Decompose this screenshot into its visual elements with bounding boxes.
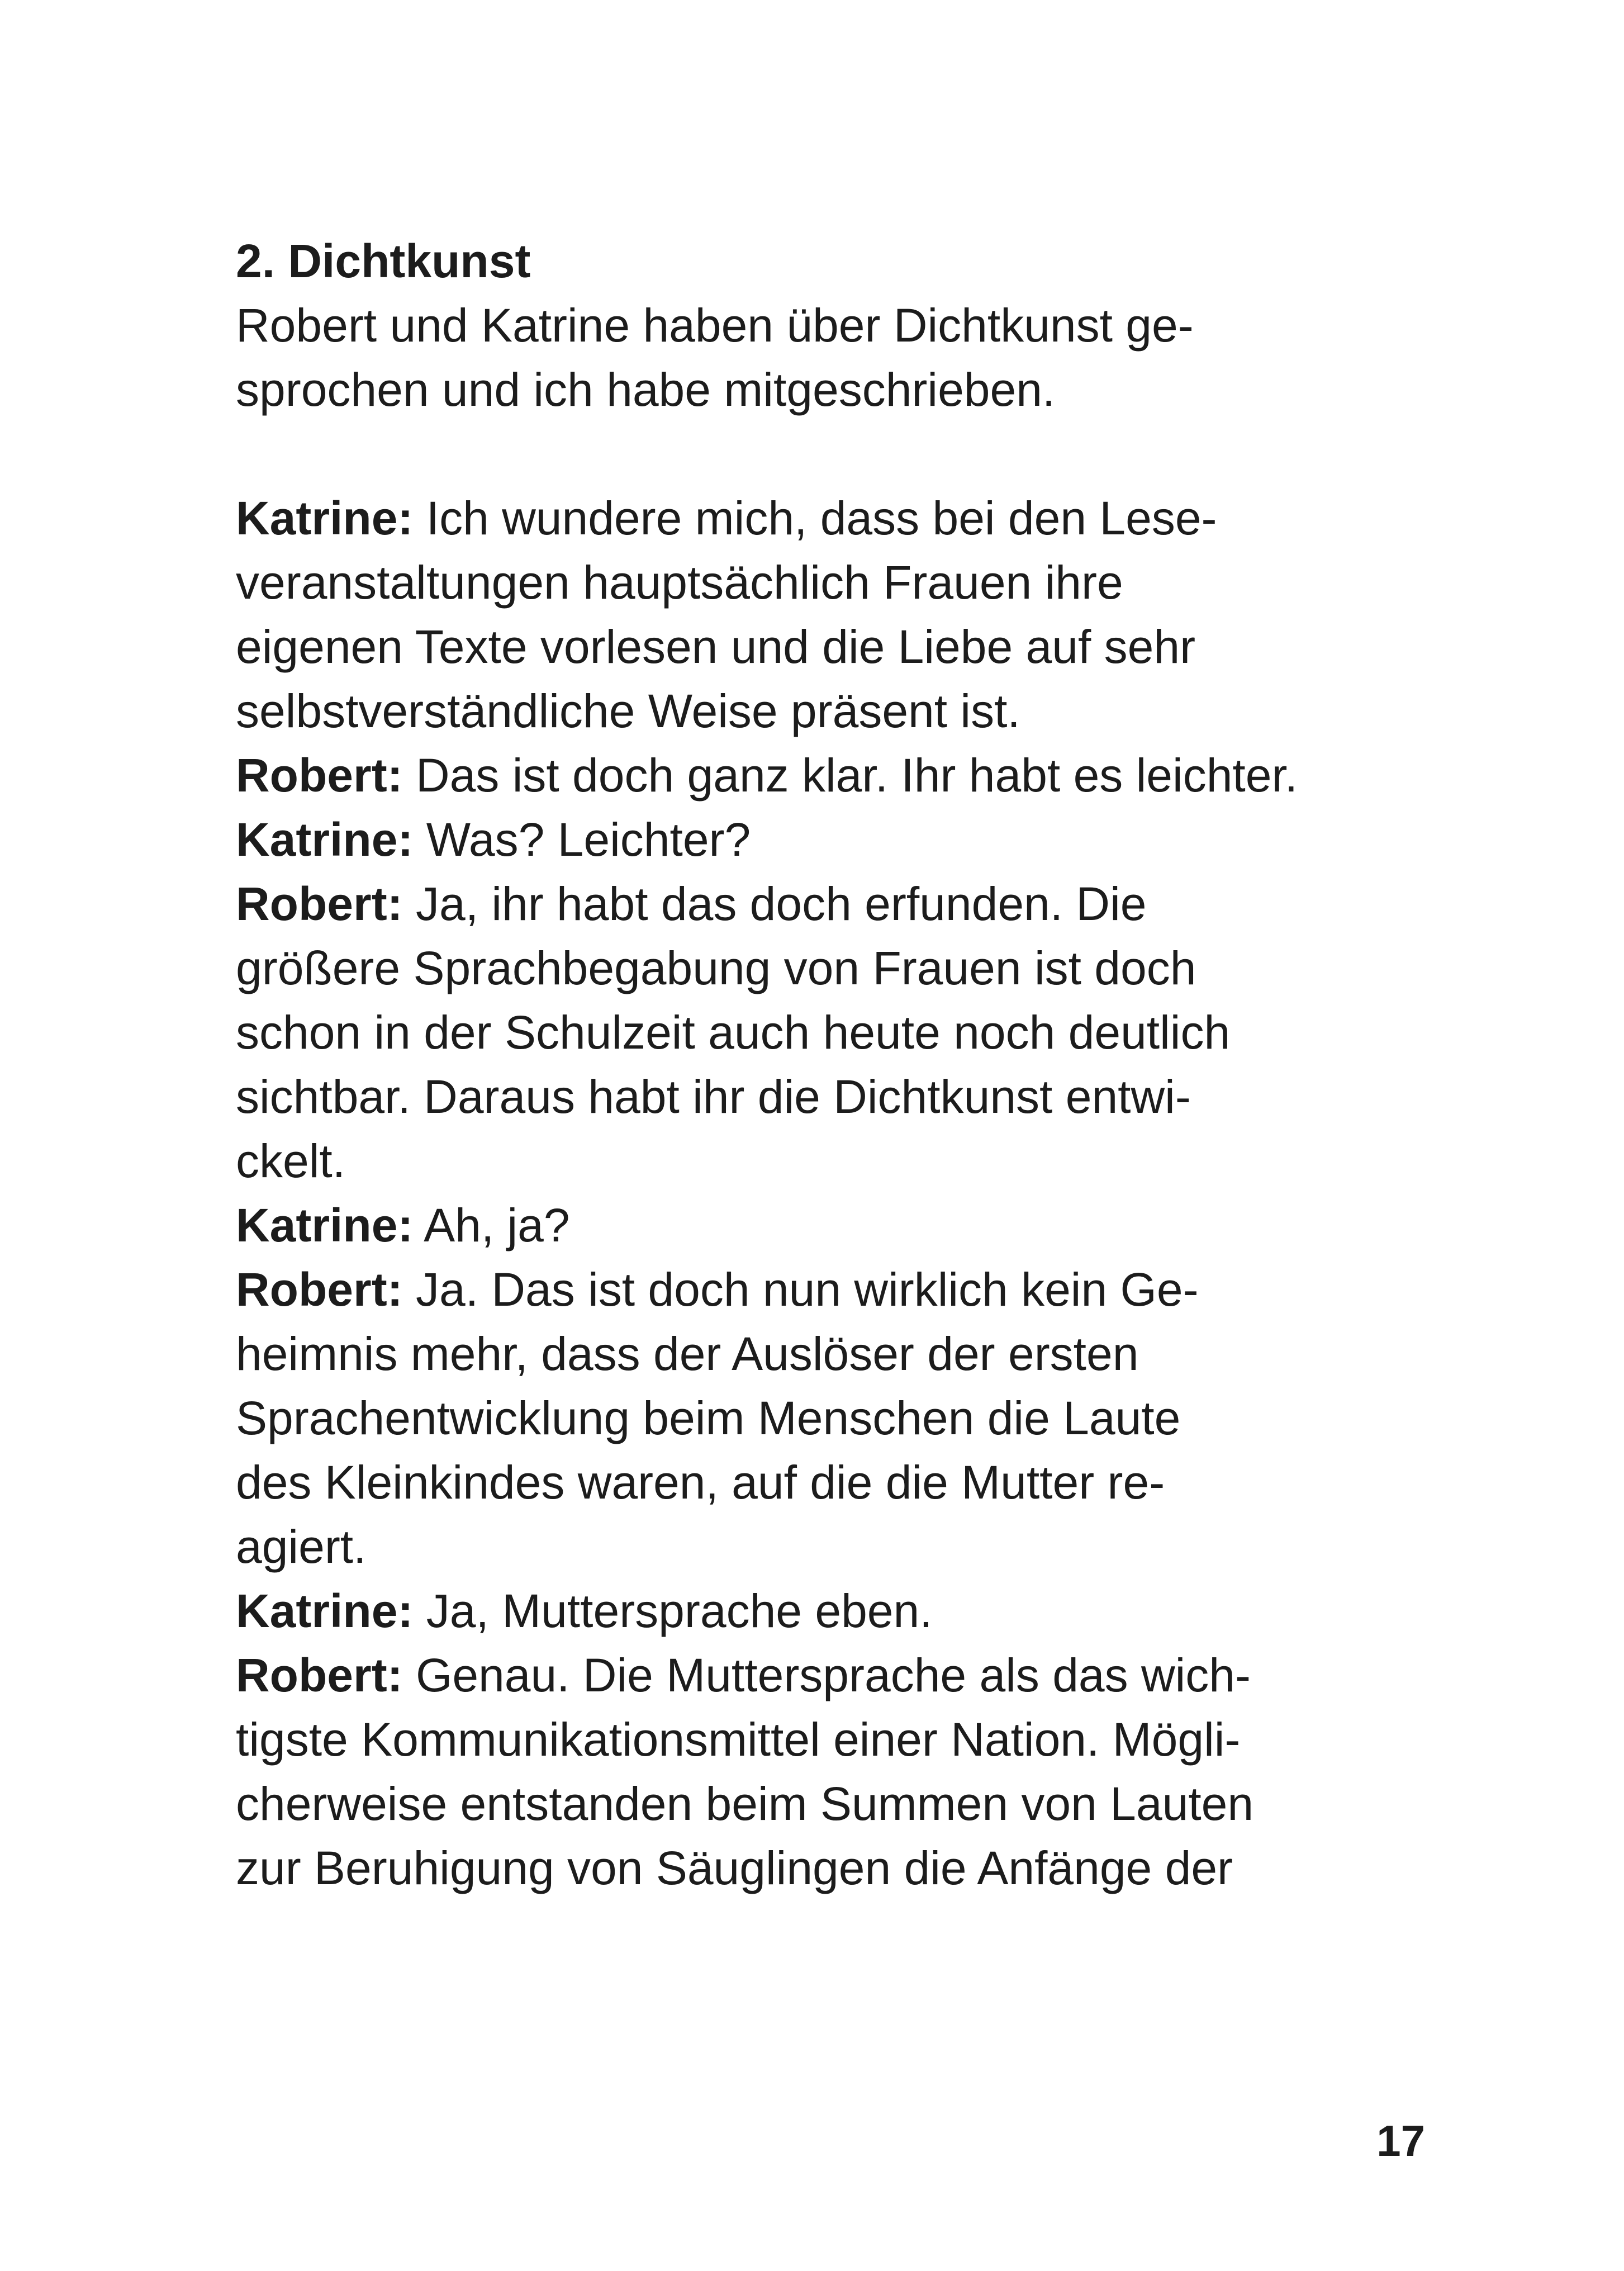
dialogue-transcript — [236, 486, 1348, 1900]
dialogue-line — [236, 872, 1348, 936]
speaker-name: Robert: — [236, 1649, 403, 1701]
dialogue-text: des Kleinkindes waren, auf die die Mutter re- — [236, 1456, 1165, 1509]
dialogue-text: eigenen Texte vorlesen und die Liebe auf sehr — [236, 620, 1196, 673]
dialogue-text: größere Sprachbegabung von Frauen ist doch — [236, 942, 1196, 994]
dialogue-line — [236, 1001, 1348, 1065]
dialogue-text: selbstverständliche Weise präsent ist. — [236, 685, 1020, 737]
dialogue-text: sichtbar. Daraus habt ihr die Dichtkunst entwi- — [236, 1070, 1191, 1123]
intro-paragraph — [236, 293, 1348, 422]
dialogue-line — [236, 1322, 1348, 1386]
dialogue-line — [236, 615, 1348, 679]
dialogue-line — [236, 486, 1348, 551]
speaker-name: Robert: — [236, 749, 403, 802]
dialogue-line — [236, 936, 1348, 1001]
dialogue-text: schon in der Schulzeit auch heute noch deutlich — [236, 1006, 1231, 1059]
dialogue-line — [236, 1836, 1348, 1900]
speaker-name: Robert: — [236, 878, 403, 930]
paragraph-gap — [236, 422, 1348, 486]
dialogue-text: heimnis mehr, dass der Auslöser der ersten — [236, 1327, 1139, 1380]
dialogue-text: Das ist doch ganz klar. Ihr habt es leichter. — [402, 749, 1298, 802]
dialogue-line — [236, 1708, 1348, 1772]
speaker-name: Katrine: — [236, 1585, 414, 1637]
intro-line: Robert und Katrine haben über Dichtkunst ge- — [236, 299, 1194, 352]
dialogue-line — [236, 808, 1348, 872]
dialogue-text: Sprachentwicklung beim Menschen die Laute — [236, 1392, 1181, 1444]
speaker-name: Katrine: — [236, 492, 414, 544]
dialogue-text: agiert. — [236, 1520, 367, 1573]
dialogue-line — [236, 1772, 1348, 1836]
dialogue-line — [236, 1065, 1348, 1129]
dialogue-text: veranstaltungen hauptsächlich Frauen ihre — [236, 556, 1123, 609]
dialogue-text: Ich wundere mich, dass bei den Lese- — [413, 492, 1217, 544]
dialogue-line — [236, 1643, 1348, 1708]
section-heading: 2. Dichtkunst — [236, 235, 531, 287]
dialogue-text: Ah, ja? — [413, 1199, 570, 1251]
dialogue-text: cherweise entstanden beim Summen von Lauten — [236, 1777, 1254, 1830]
dialogue-line — [236, 679, 1348, 743]
dialogue-line — [236, 551, 1348, 615]
dialogue-text: ckelt. — [236, 1135, 346, 1187]
dialogue-text: Ja. Das ist doch nun wirklich kein Ge- — [402, 1263, 1199, 1316]
intro-line: sprochen und ich habe mitgeschrieben. — [236, 363, 1056, 416]
dialogue-line — [236, 1193, 1348, 1258]
dialogue-line — [236, 1129, 1348, 1193]
speaker-name: Katrine: — [236, 1199, 414, 1251]
dialogue-text: Was? Leichter? — [413, 813, 751, 866]
speaker-name: Robert: — [236, 1263, 403, 1316]
dialogue-text: Ja, ihr habt das doch erfunden. Die — [402, 878, 1147, 930]
dialogue-text: Ja, Muttersprache eben. — [413, 1585, 933, 1637]
dialogue-text: zur Beruhigung von Säuglingen die Anfänge der — [236, 1842, 1233, 1894]
dialogue-text: Genau. Die Muttersprache als das wich- — [402, 1649, 1251, 1701]
speaker-name: Katrine: — [236, 813, 414, 866]
dialogue-line — [236, 743, 1348, 808]
dialogue-text: tigste Kommunikationsmittel einer Nation. Mögli- — [236, 1713, 1241, 1766]
text-block — [236, 229, 1348, 1900]
dialogue-line — [236, 1386, 1348, 1450]
dialogue-line — [236, 1450, 1348, 1515]
dialogue-line — [236, 1258, 1348, 1322]
dialogue-line — [236, 1515, 1348, 1579]
dialogue-line — [236, 1579, 1348, 1643]
page-number: 17 — [1376, 2116, 1425, 2165]
